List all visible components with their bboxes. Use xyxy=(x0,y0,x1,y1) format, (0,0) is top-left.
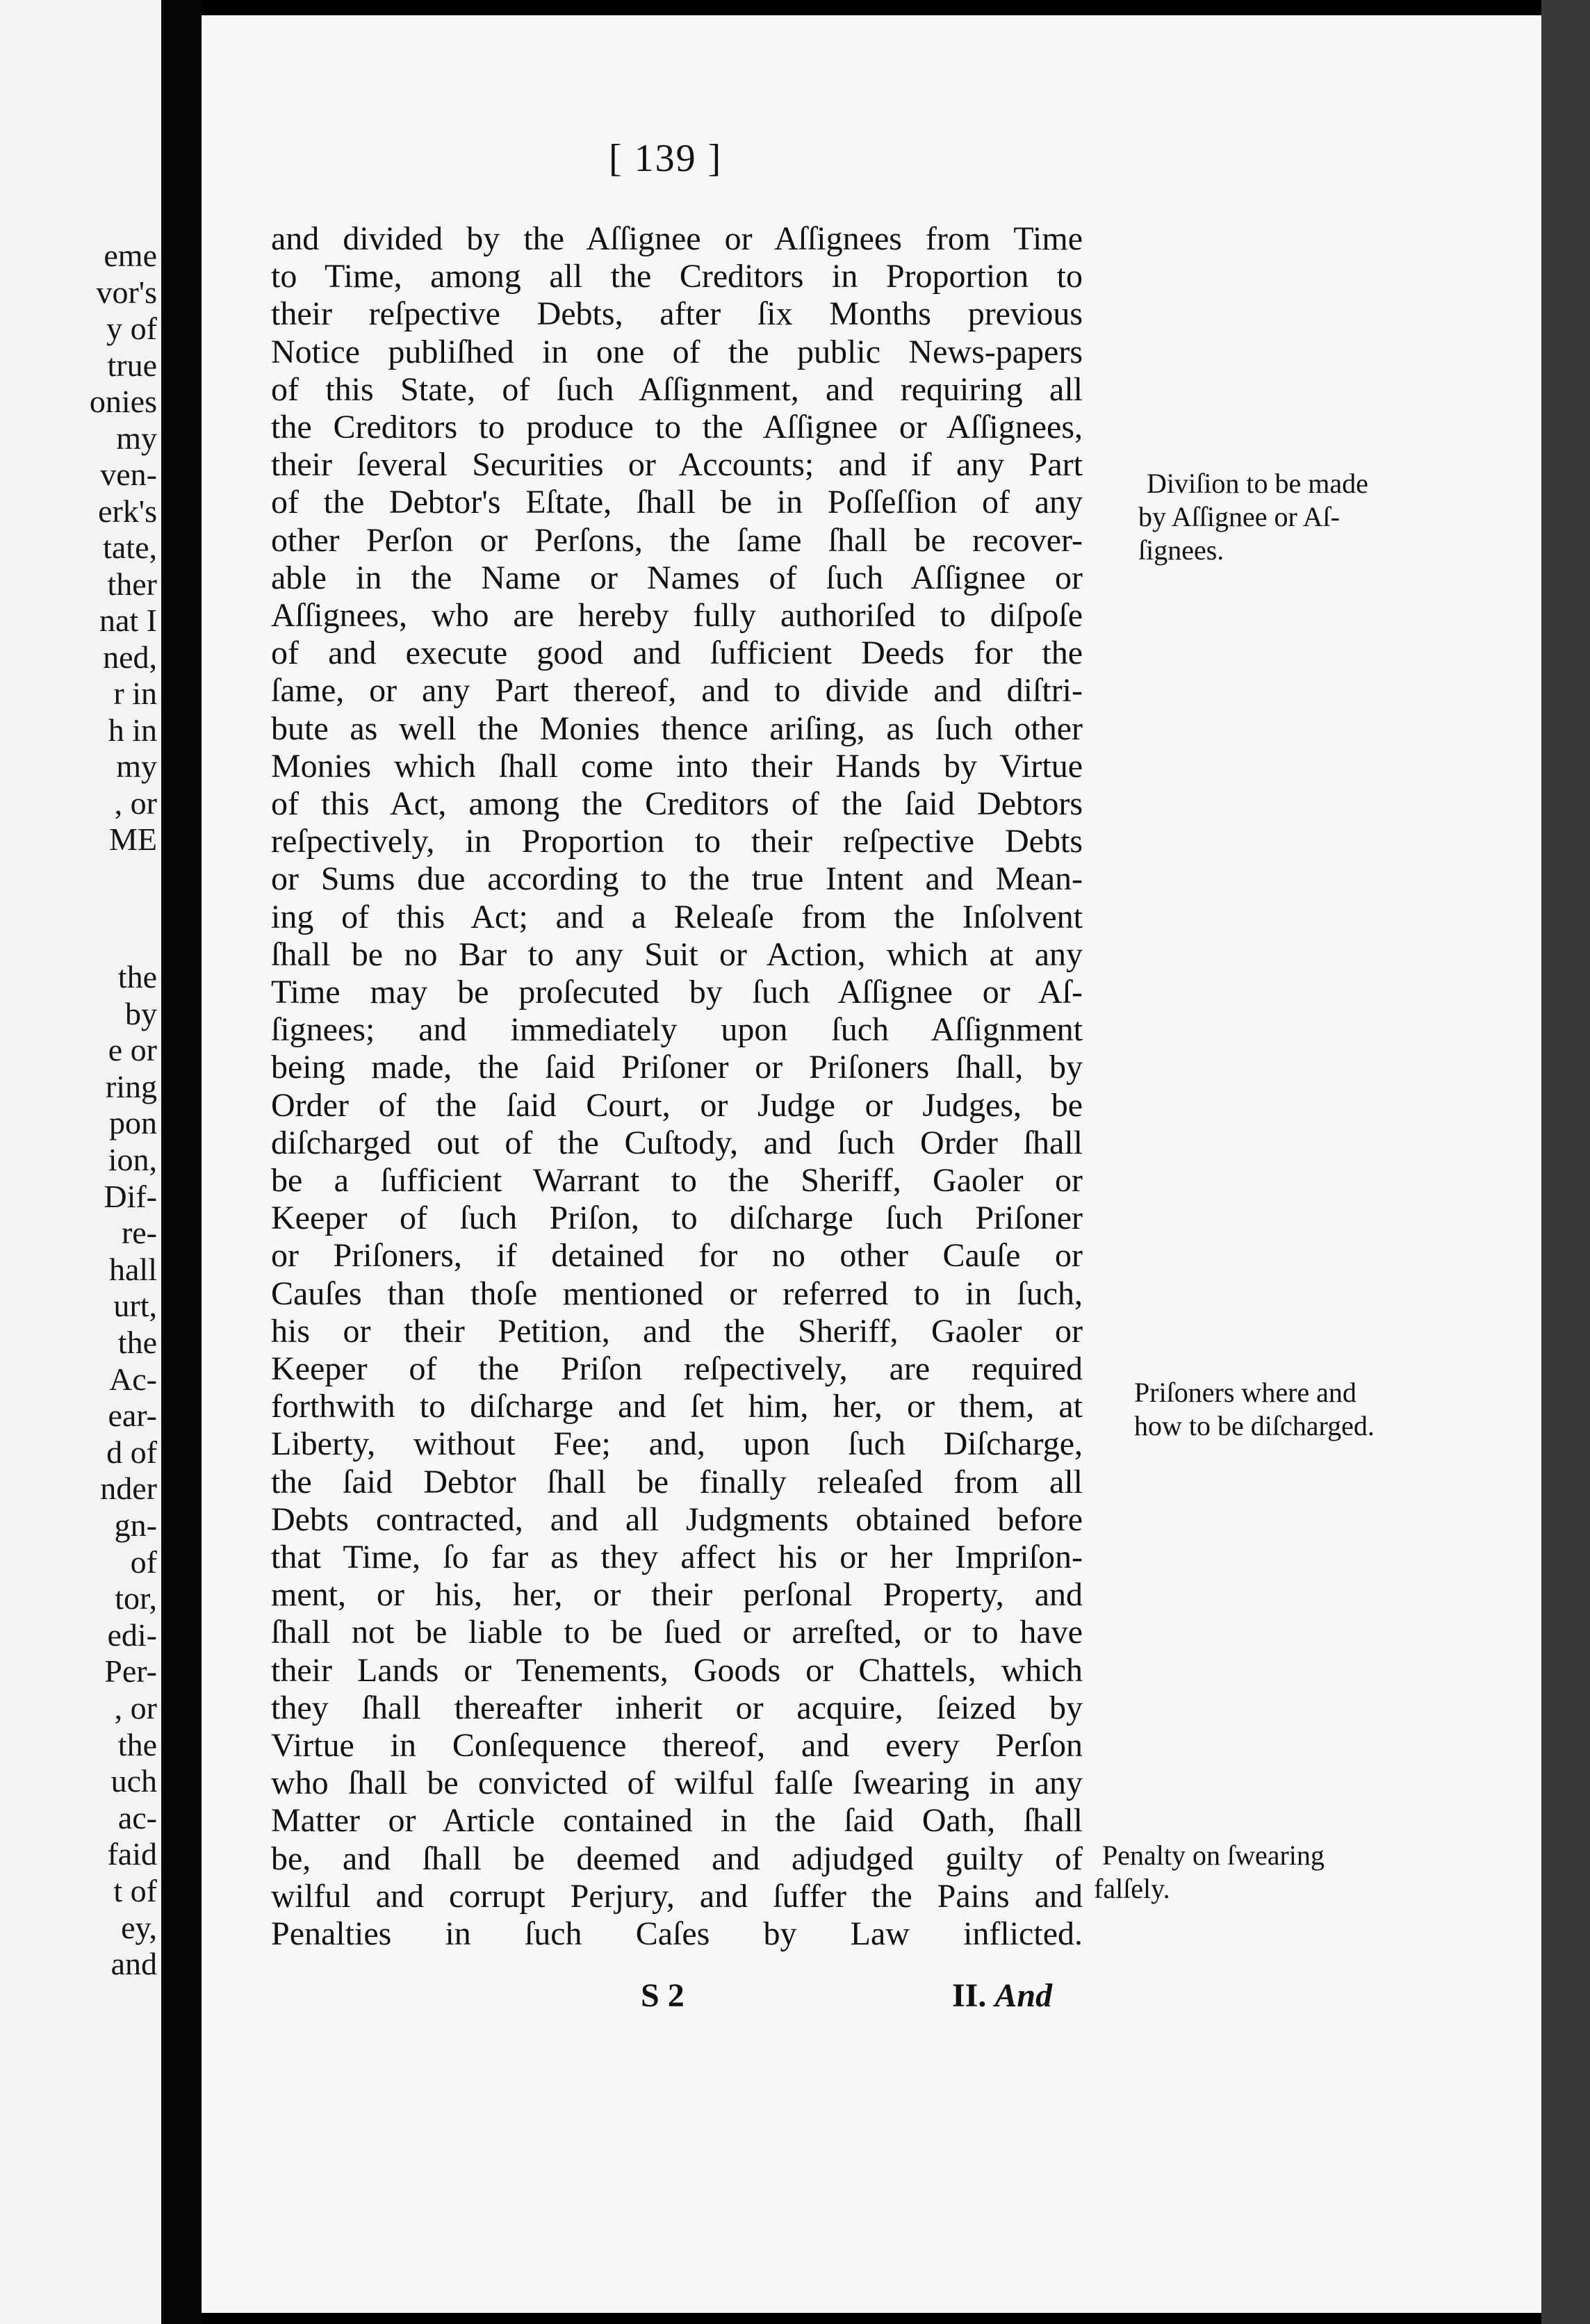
facing-page-line: vor's xyxy=(96,274,157,310)
facing-page-line: urt, xyxy=(113,1288,157,1324)
body-line: ſame, or any Part thereof, and to divide and diſtri- xyxy=(271,672,1083,710)
body-line: wilful and corrupt Perjury, and ſuffer the Pains and xyxy=(271,1877,1083,1915)
margin-note-line: Priſoners where and xyxy=(1134,1377,1357,1408)
facing-page-line: ned, xyxy=(103,639,157,675)
facing-page-line: gn- xyxy=(114,1507,157,1543)
facing-page-line: erk's xyxy=(98,493,157,529)
facing-page-line: eme xyxy=(104,238,157,273)
body-line: ſhall be no Bar to any Suit or Action, which at any xyxy=(271,935,1083,973)
facing-page-line: y of xyxy=(106,311,157,346)
book-gutter xyxy=(161,0,202,2324)
catchword-word: And xyxy=(994,1977,1053,2014)
catchword-number: II. xyxy=(952,1977,987,2014)
body-line: other Perſon or Perſons, the ſame ſhall be recover- xyxy=(271,521,1083,559)
facing-page-line: the xyxy=(117,959,157,995)
facing-page-line: my xyxy=(116,420,157,456)
body-line: who ſhall be convicted of wilful falſe ſwearing in any xyxy=(271,1765,1083,1802)
body-line: the Creditors to produce to the Aſſignee or Aſſignees, xyxy=(271,409,1083,445)
margin-note-line: Penalty on ſwearing xyxy=(1102,1840,1325,1871)
facing-page-line: and xyxy=(110,1946,157,1982)
facing-page-line: onies xyxy=(89,384,157,419)
facing-page-line: r in xyxy=(113,676,157,711)
facing-page-line: , or xyxy=(114,785,157,821)
body-line: the ſaid Debtor ſhall be finally releaſed from all xyxy=(271,1463,1083,1500)
margin-note-line: by Aſſignee or Aſ- xyxy=(1138,501,1340,532)
body-line: Monies which ſhall come into their Hands by Virtue xyxy=(271,747,1083,785)
body-line: be a ſufficient Warrant to the Sheriff, Gaoler or xyxy=(271,1162,1083,1199)
facing-page-line: ther xyxy=(107,566,157,602)
body-line: Virtue in Conſequence thereof, and every Perſon xyxy=(271,1727,1083,1764)
facing-page-line: uch xyxy=(110,1763,157,1799)
body-line: their ſeveral Securities or Accounts; and if any Part xyxy=(271,446,1083,484)
body-line: able in the Name or Names of ſuch Aſſignee or xyxy=(271,559,1083,596)
facing-page-line: by xyxy=(125,995,157,1031)
facing-page-line: ven- xyxy=(100,457,157,492)
body-line: Debts contracted, and all Judgments obtained before xyxy=(271,1500,1083,1538)
body-line: of the Debtor's Eſtate, ſhall be in Poſſeſſion of any xyxy=(271,484,1083,521)
facing-page-fragment xyxy=(0,0,161,2324)
body-line: being made, the ſaid Priſoner or Priſoners ſhall, by xyxy=(271,1049,1083,1086)
facing-page-line: edi- xyxy=(107,1617,157,1653)
body-line: of this State, of ſuch Aſſignment, and requiring all xyxy=(271,370,1083,408)
facing-page-line: the xyxy=(117,1726,157,1762)
body-line: Cauſes than thoſe mentioned or referred to in ſuch, xyxy=(271,1275,1083,1312)
facing-page-line: , or xyxy=(114,1690,157,1726)
body-line: his or their Petition, and the Sheriff, Gaoler or xyxy=(271,1312,1083,1350)
body-line: they ſhall thereafter inherit or acquire, ſeized by xyxy=(271,1689,1083,1726)
facing-page-line: true xyxy=(107,347,157,383)
facing-page-line: h in xyxy=(108,712,157,748)
margin-note-line: ſignees. xyxy=(1138,534,1224,566)
margin-note-line: how to be diſcharged. xyxy=(1134,1410,1375,1441)
body-line: of and execute good and ſufficient Deeds for the xyxy=(271,635,1083,672)
facing-page-line: d of xyxy=(106,1434,157,1470)
body-line: their reſpective Debts, after ſix Months previous xyxy=(271,295,1083,333)
body-line: of this Act, among the Creditors of the ſaid Debtors xyxy=(271,785,1083,822)
facing-page-line: ring xyxy=(105,1068,157,1104)
facing-page-line: tate, xyxy=(103,530,157,565)
page-edge xyxy=(1541,0,1590,2324)
body-line: diſcharged out of the Cuſtody, and ſuch Order ſhall xyxy=(271,1124,1083,1161)
facing-page-line: ME xyxy=(109,821,157,857)
body-line: their Lands or Tenements, Goods or Chattels, which xyxy=(271,1651,1083,1689)
facing-page-line: ear- xyxy=(108,1398,157,1434)
body-line: ſignees; and immediately upon ſuch Aſſignment xyxy=(271,1011,1083,1049)
body-line: Order of the ſaid Court, or Judge or Judges, be xyxy=(271,1086,1083,1124)
facing-page-line: Dif- xyxy=(104,1178,157,1214)
body-line: or Priſoners, if detained for no other Cauſe or xyxy=(271,1237,1083,1275)
margin-note-line: Diviſion to be made xyxy=(1147,468,1368,499)
facing-page-line: e or xyxy=(108,1032,157,1068)
facing-page-line: Ac- xyxy=(109,1361,157,1397)
facing-page-line: ey, xyxy=(121,1909,157,1945)
facing-page-line: my xyxy=(116,748,157,784)
facing-page-line: ac- xyxy=(117,1799,157,1835)
facing-page-line: pon xyxy=(109,1105,157,1141)
facing-page-line: nder xyxy=(100,1471,157,1507)
body-line: ſhall not be liable to be ſued or arreſted, or to have xyxy=(271,1614,1083,1651)
body-line: ment, or his, her, or their perſonal Property, and xyxy=(271,1576,1083,1614)
signature-mark: S 2 xyxy=(641,1977,685,2014)
facing-page-line: re- xyxy=(121,1215,157,1251)
body-line: Time may be proſecuted by ſuch Aſſignee or Aſ- xyxy=(271,974,1083,1010)
body-line: or Sums due according to the true Intent and Mean- xyxy=(271,860,1083,898)
page-header: [ 139 ] xyxy=(609,137,723,180)
facing-page-line: ion, xyxy=(108,1142,157,1177)
body-line: to Time, among all the Creditors in Proportion to xyxy=(271,258,1083,295)
facing-page-line: of xyxy=(130,1544,157,1580)
body-line: that Time, ſo far as they affect his or her Impriſon- xyxy=(271,1539,1083,1576)
margin-note-line: falſely. xyxy=(1094,1873,1170,1904)
body-line: and divided by the Aſſignee or Aſſignees from Time xyxy=(271,220,1083,257)
body-line: be, and ſhall be deemed and adjudged guilty of xyxy=(271,1840,1083,1877)
facing-page-line: Per- xyxy=(104,1653,157,1689)
facing-page-line: the xyxy=(117,1325,157,1360)
body-line: ing of this Act; and a Releaſe from the Inſolvent xyxy=(271,898,1083,935)
body-line: Notice publiſhed in one of the public News-papers xyxy=(271,333,1083,370)
facing-page-line: faid xyxy=(107,1836,157,1872)
body-line: reſpectively, in Proportion to their reſpective Debts xyxy=(271,823,1083,860)
body-line: Keeper of ſuch Priſon, to diſcharge ſuch Priſoner xyxy=(271,1200,1083,1237)
body-line: forthwith to diſcharge and ſet him, her, or them, at xyxy=(271,1388,1083,1425)
body-line: Liberty, without Fee; and, upon ſuch Diſcharge, xyxy=(271,1425,1083,1463)
facing-page-line: hall xyxy=(109,1251,157,1287)
facing-page-line: nat I xyxy=(99,603,157,638)
body-line: Keeper of the Priſon reſpectively, are required xyxy=(271,1350,1083,1387)
body-line: Penalties in ſuch Caſes by Law inflicted. xyxy=(271,1915,1083,1952)
body-line: Matter or Article contained in the ſaid Oath, ſhall xyxy=(271,1802,1083,1840)
facing-page-line: tor, xyxy=(115,1580,157,1617)
body-line: Aſſignees, who are hereby fully authoriſed to diſpoſe xyxy=(271,597,1083,634)
catchword xyxy=(952,1979,1052,2013)
facing-page-line: t of xyxy=(113,1873,157,1908)
body-line: bute as well the Monies thence ariſing, as ſuch other xyxy=(271,710,1083,747)
